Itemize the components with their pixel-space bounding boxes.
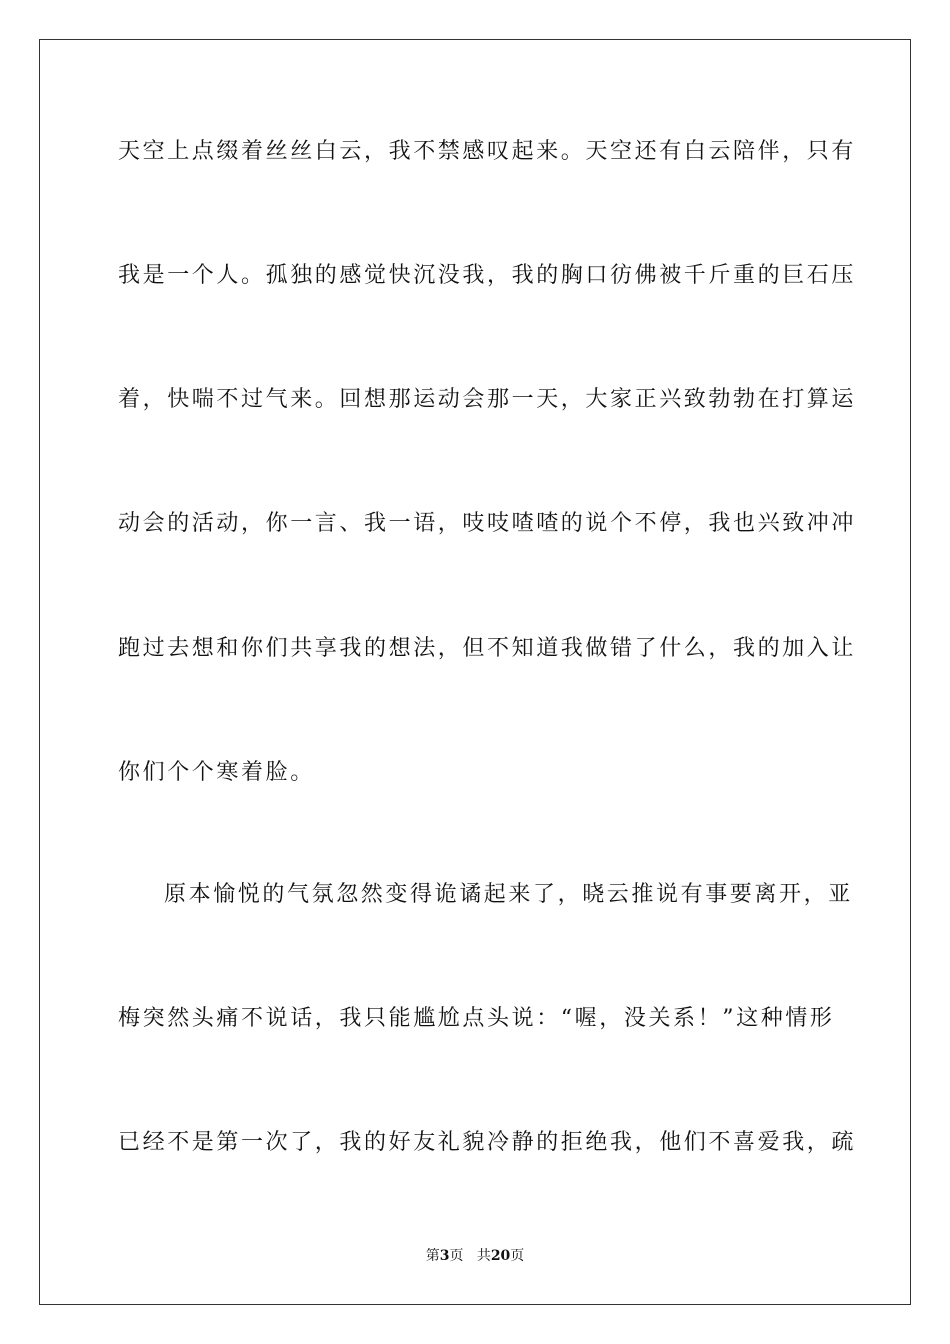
text-line-9: 已经不是第一次了，我的好友礼貌冷静的拒绝我，他们不喜爱我，疏 xyxy=(118,1130,857,1155)
text-line-8: 梅突然头痛不说话，我只能尴尬点头说：“喔，没关系！”这种情形 xyxy=(118,1006,835,1031)
footer-total-prefix: 共 xyxy=(476,1248,491,1264)
footer-total-suffix: 页 xyxy=(510,1248,525,1264)
text-line-5: 跑过去想和你们共享我的想法，但不知道我做错了什么，我的加入让 xyxy=(118,636,857,661)
text-line-4: 动会的活动，你一言、我一语，吱吱喳喳的说个不停，我也兴致冲冲 xyxy=(118,511,857,536)
text-line-1: 天空上点缀着丝丝白云，我不禁感叹起来。天空还有白云陪伴，只有 xyxy=(118,139,857,164)
text-line-3: 着，快喘不过气来。回想那运动会那一天，大家正兴致勃勃在打算运 xyxy=(118,387,857,412)
text-line-7-paragraph-start: 原本愉悦的气氛忽然变得诡谲起来了，晓云推说有事要离开，亚 xyxy=(164,882,853,907)
page-footer xyxy=(0,1246,950,1266)
footer-prefix: 第 xyxy=(425,1248,440,1264)
footer-page-suffix: 页 xyxy=(449,1248,464,1264)
footer-total-pages: 20 xyxy=(490,1248,511,1264)
text-line-2: 我是一个人。孤独的感觉快沉没我，我的胸口彷佛被千斤重的巨石压 xyxy=(118,263,857,288)
page-border xyxy=(39,39,911,1305)
text-line-6: 你们个个寒着脸。 xyxy=(118,760,315,785)
footer-page-number: 3 xyxy=(439,1248,450,1264)
